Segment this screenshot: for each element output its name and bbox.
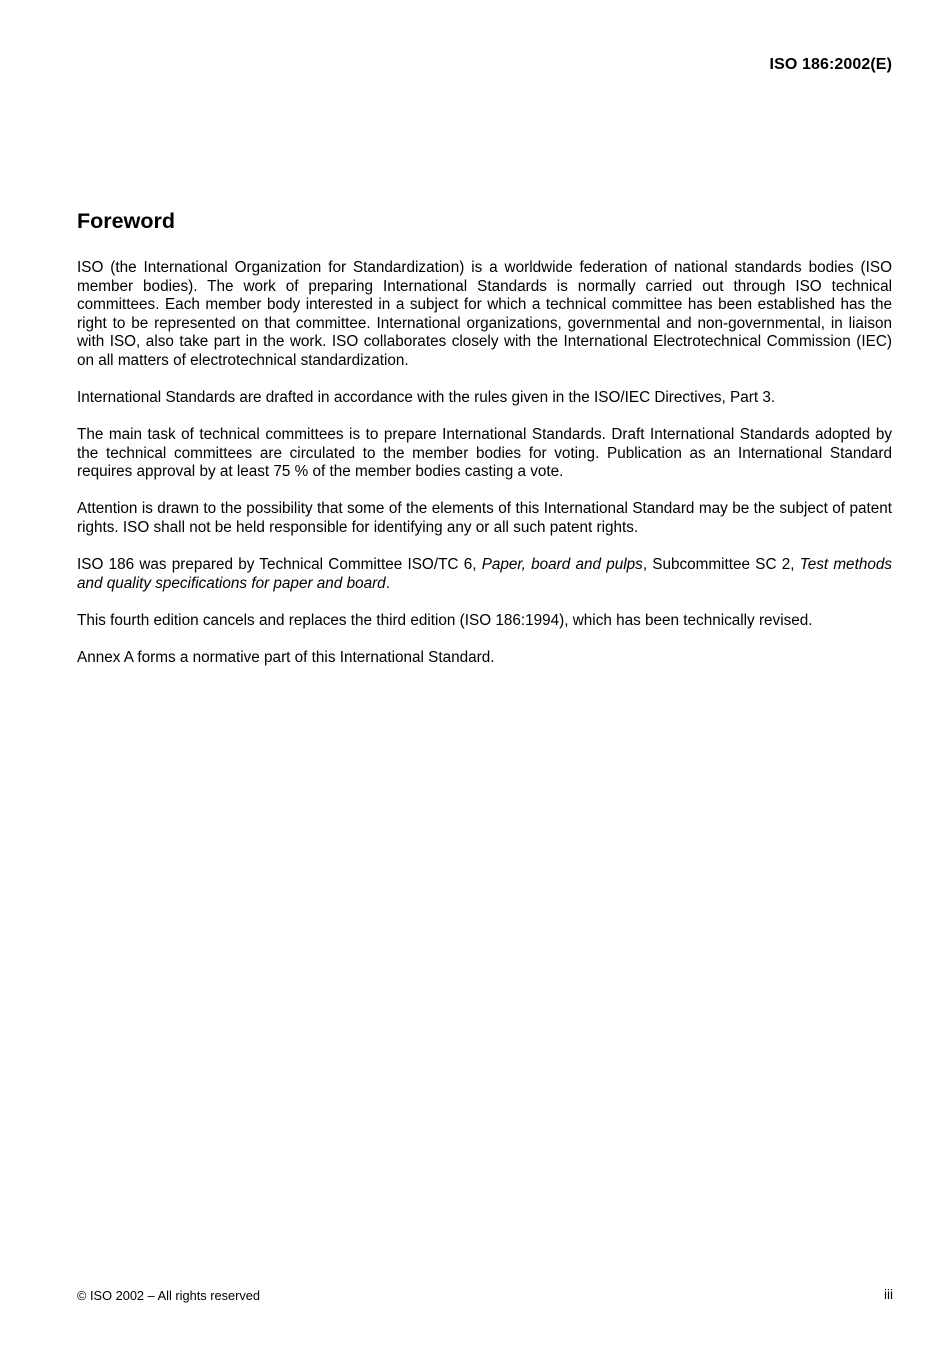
paragraph-annex: Annex A forms a normative part of this International Standard. [77,648,495,666]
paragraph-committee-task: The main task of technical committees is to prepare International Standards. Draft International Standards adopted by the technical committees are circulated to the member bodies for voting. Publication as an International Standard requires approval by at least 75 % of the member bodies casting a vote. [77,426,892,481]
document-identifier: ISO 186:2002(E) [769,56,892,73]
preparation-text-1: ISO 186 was prepared by Technical Committee ISO/TC 6, [77,556,482,574]
foreword-body [77,259,892,686]
preparation-text-3: . [385,574,390,592]
preparation-text-2: , Subcommittee SC 2, [642,556,800,574]
subcommittee-name: Test methods and quality specifications for paper and board [77,556,892,592]
page-number: iii [884,1287,893,1302]
committee-name: Paper, board and pulps [481,556,643,574]
paragraph-drafting-rules: International Standards are drafted in accordance with the rules given in the ISO/IEC Directives, Part 3. [77,389,776,407]
paragraph-patent-rights: Attention is drawn to the possibility that some of the elements of this International Standard may be the subject of patent rights. ISO shall not be held responsible for identifying any or all such patent rights. [77,500,892,537]
page-title: Foreword [77,209,175,233]
paragraph-iso-overview: ISO (the International Organization for Standardization) is a worldwide federation of national standards bodies (ISO member bodies). The work of preparing International Standards is normally carried out through ISO technical committees. Each member body interested in a subject for which a technical committee has been established has the right to be represented on that committee. International organizations, governmental and non-governmental, in liaison with ISO, also take part in the work. ISO collaborates closely with the International Electrotechnical Commission (IEC) on all matters of electrotechnical standardization. [77,259,892,369]
paragraph-edition: This fourth edition cancels and replaces the third edition (ISO 186:1994), which has been technically revised. [77,611,813,629]
paragraph-preparation [77,556,892,593]
copyright-notice: © ISO 2002 – All rights reserved [77,1288,260,1303]
